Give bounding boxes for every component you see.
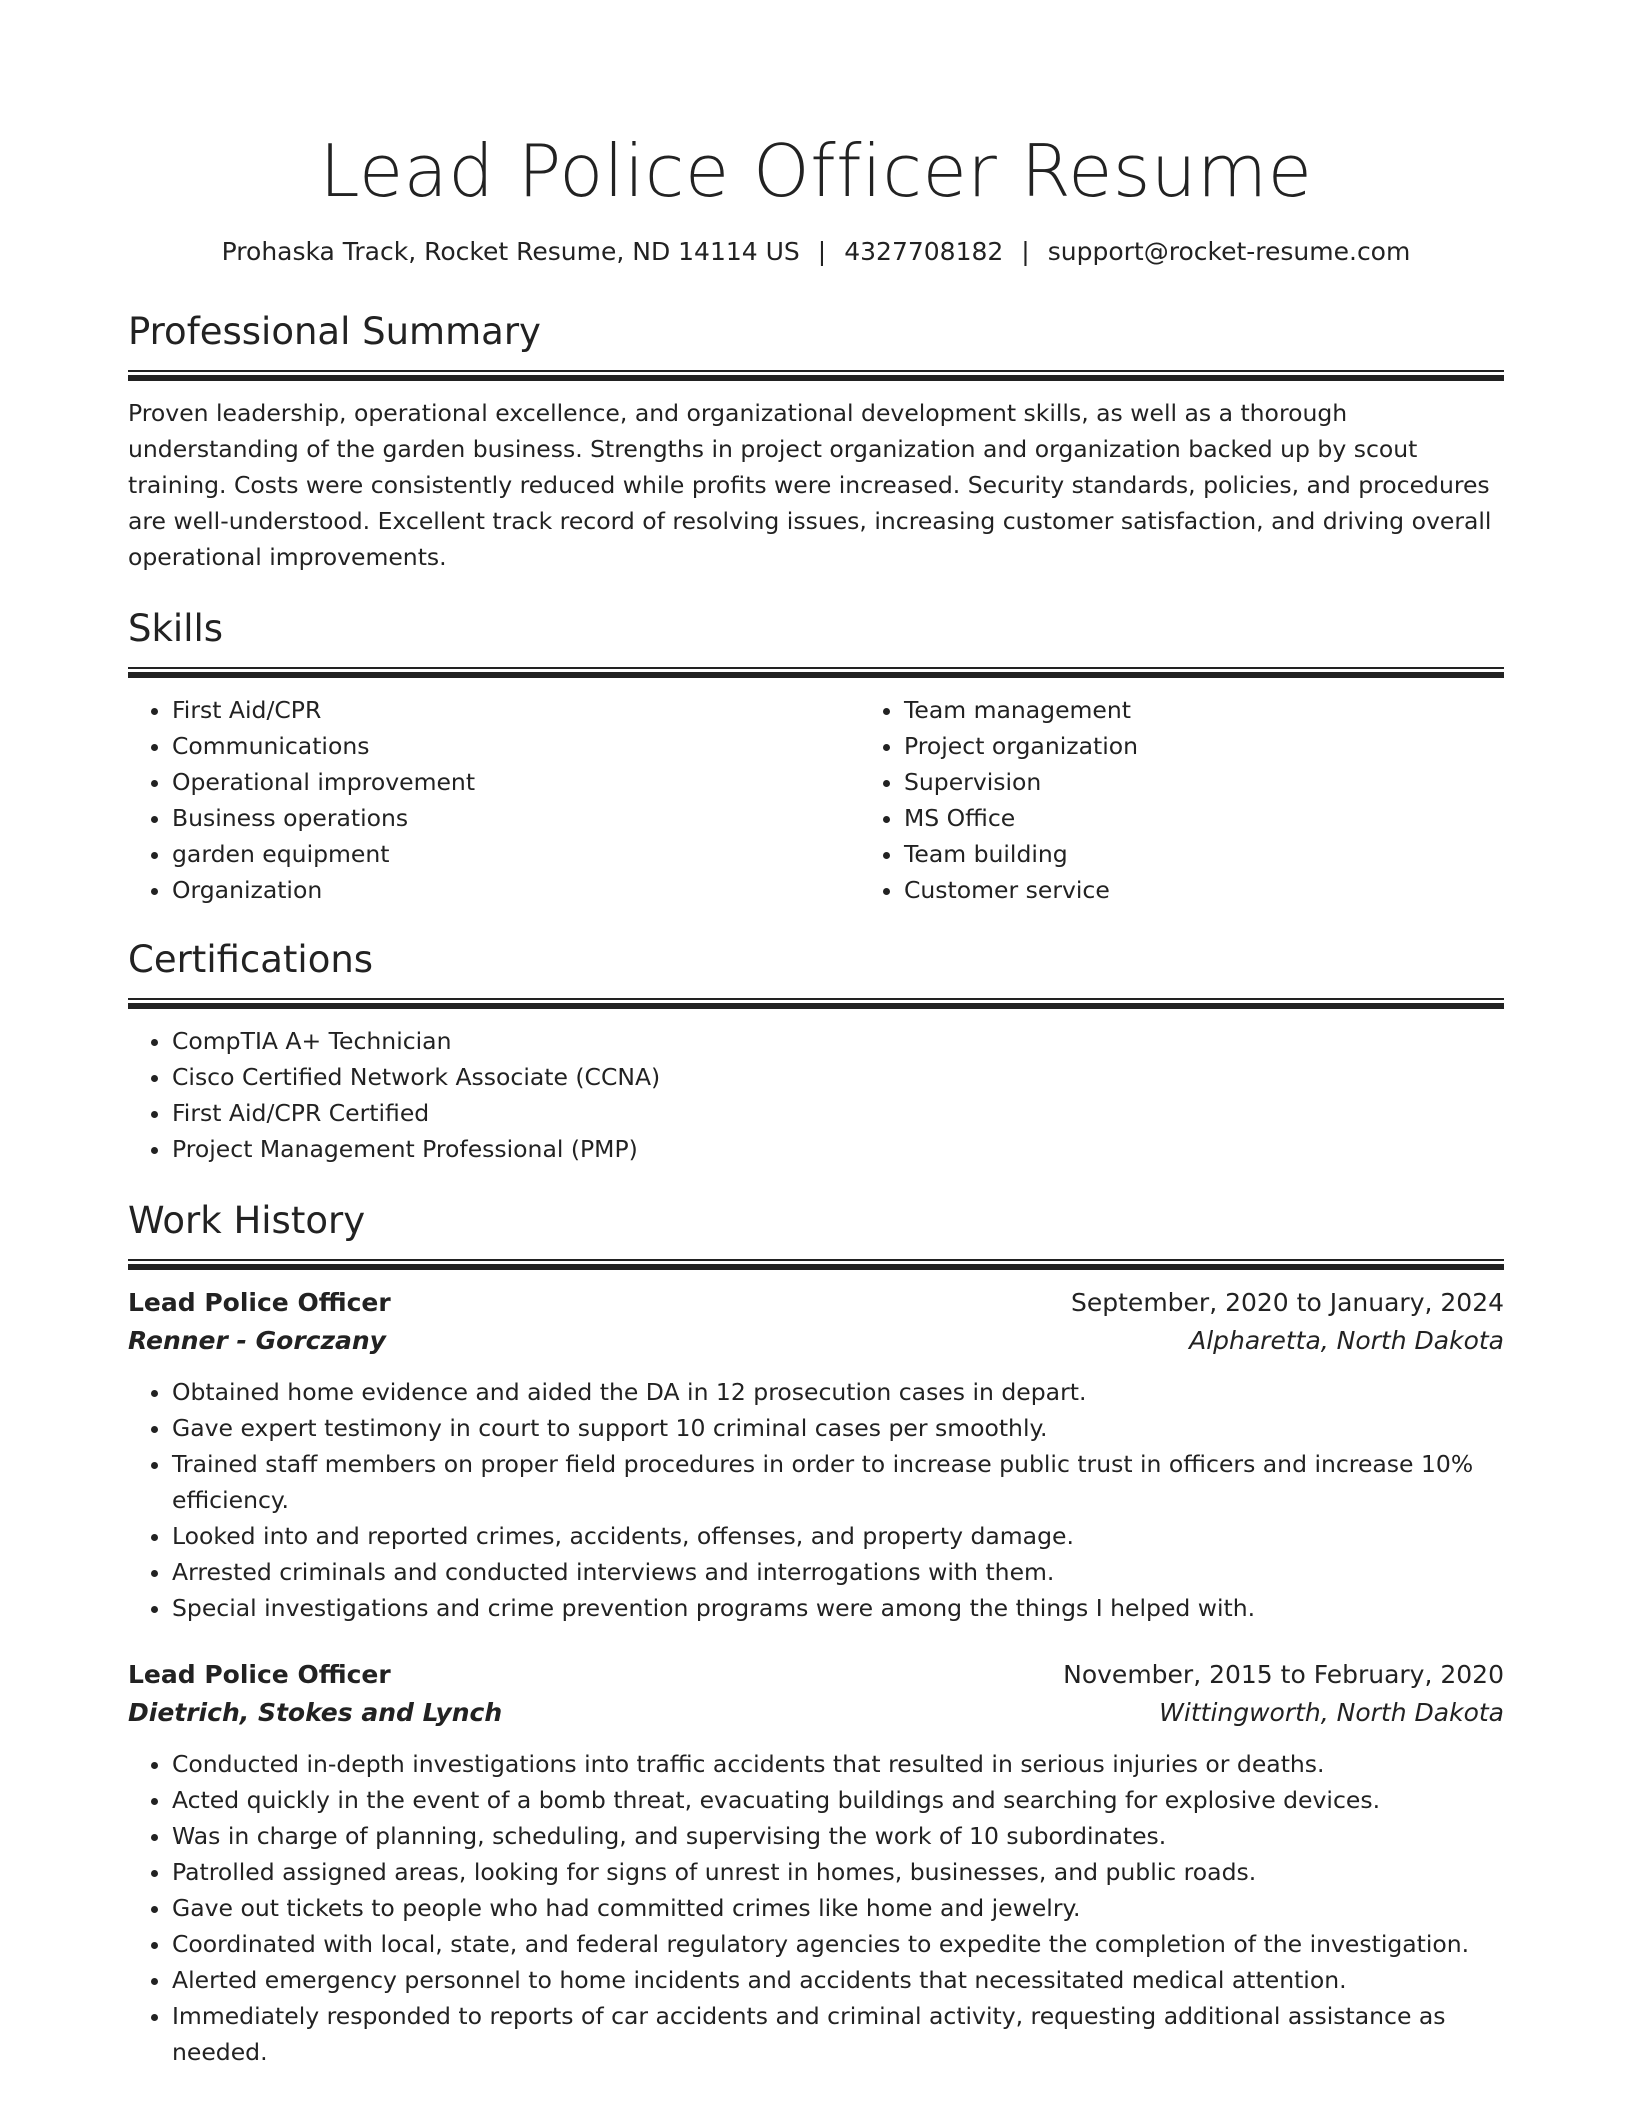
contact-separator: |	[1021, 237, 1030, 266]
job-location: Alpharetta, North Dakota	[1189, 1326, 1504, 1355]
job-entry	[128, 1284, 1504, 1626]
list-item: • Acted quickly in the event of a bomb threat, evacuating buildings and searching for explosive devices.	[172, 1782, 1504, 1818]
section-heading: Work History	[128, 1199, 366, 1242]
job-duties-list	[128, 1746, 1504, 2070]
job-header-row	[128, 1656, 1504, 1694]
job-dates: September, 2020 to January, 2024	[1071, 1288, 1504, 1317]
section-divider	[128, 1259, 1504, 1270]
skills-grid	[128, 692, 1504, 908]
summary-text: Proven leadership, operational excellence, and organizational development skills, as well as a thorough understanding of the garden business. Strengths in project organization and organization backed up by scout training. Costs were consistently reduced while profits were increased. Security standards, policies, and procedures are well-understood. Excellent track record of resolving issues, increasing customer satisfaction, and driving overall operational improvements.	[128, 399, 1492, 571]
job-header-row	[128, 1284, 1504, 1322]
list-item: • Communications	[172, 728, 860, 764]
list-item: • Operational improvement	[172, 764, 860, 800]
list-item: • Team management	[904, 692, 1592, 728]
list-item: • Business operations	[172, 800, 860, 836]
contact-phone: 4327708182	[844, 237, 1004, 266]
list-item: • Cisco Certified Network Associate (CCNA)	[172, 1059, 1504, 1095]
contact-separator: |	[817, 237, 827, 266]
section-heading: Certifications	[128, 938, 374, 981]
list-item: • Gave out tickets to people who had committed crimes like home and jewelry.	[172, 1890, 1504, 1926]
list-item: • First Aid/CPR Certified	[172, 1095, 1504, 1131]
list-item: • Supervision	[904, 764, 1592, 800]
job-employer-row	[128, 1322, 1504, 1360]
list-item: • First Aid/CPR	[172, 692, 860, 728]
list-item: • Conducted in-depth investigations into traffic accidents that resulted in serious injuries or deaths.	[172, 1746, 1504, 1782]
job-title: Lead Police Officer	[128, 1288, 391, 1317]
section-divider	[128, 370, 1504, 381]
job-employer-row	[128, 1694, 1504, 1732]
resume-title: Lead Police Officer Resume	[319, 129, 1313, 213]
section-heading: Professional Summary	[128, 310, 541, 353]
list-item: • Project organization	[904, 728, 1592, 764]
list-item: • Gave expert testimony in court to support 10 criminal cases per smoothly.	[172, 1410, 1504, 1446]
list-item: • Special investigations and crime prevention programs were among the things I helped with.	[172, 1590, 1504, 1626]
list-item: • Coordinated with local, state, and federal regulatory agencies to expedite the completion of the investigation.	[172, 1926, 1504, 1962]
list-item: • Project Management Professional (PMP)	[172, 1131, 1504, 1167]
list-item: • Immediately responded to reports of car accidents and criminal activity, requesting additional assistance as needed.	[172, 1998, 1504, 2070]
skills-section	[128, 605, 1504, 908]
job-duties-list	[128, 1374, 1504, 1626]
job-title: Lead Police Officer	[128, 1660, 391, 1689]
job-entry	[128, 1656, 1504, 2070]
job-location: Wittingworth, North Dakota	[1159, 1698, 1504, 1727]
list-item: • Team building	[904, 836, 1592, 872]
list-item: • MS Office	[904, 800, 1592, 836]
contact-address: Prohaska Track, Rocket Resume, ND 14114 US	[221, 237, 800, 266]
contact-email: support@rocket-resume.com	[1047, 237, 1411, 266]
list-item: • Patrolled assigned areas, looking for signs of unrest in homes, businesses, and public roads.	[172, 1854, 1504, 1890]
skills-list-right	[860, 692, 1592, 908]
skills-list-left	[128, 692, 860, 908]
list-item: • CompTIA A+ Technician	[172, 1023, 1504, 1059]
list-item: • Obtained home evidence and aided the DA in 12 prosecution cases in depart.	[172, 1374, 1504, 1410]
list-item: • Customer service	[904, 872, 1592, 908]
contact-line	[128, 236, 1504, 268]
job-company: Dietrich, Stokes and Lynch	[128, 1698, 503, 1727]
section-heading: Skills	[128, 607, 224, 650]
section-divider	[128, 998, 1504, 1009]
list-item: • Trained staff members on proper field procedures in order to increase public trust in officers and increase 10% efficiency.	[172, 1446, 1504, 1518]
certifications-list	[128, 1023, 1504, 1167]
professional-summary-section	[128, 308, 1504, 575]
certifications-section	[128, 936, 1504, 1167]
job-dates: November, 2015 to February, 2020	[1063, 1660, 1504, 1689]
section-divider	[128, 667, 1504, 678]
list-item: • Looked into and reported crimes, accidents, offenses, and property damage.	[172, 1518, 1504, 1554]
list-item: • garden equipment	[172, 836, 860, 872]
list-item: • Alerted emergency personnel to home incidents and accidents that necessitated medical attention.	[172, 1962, 1504, 1998]
list-item: • Organization	[172, 872, 860, 908]
job-company: Renner - Gorczany	[128, 1326, 386, 1355]
list-item: • Arrested criminals and conducted interviews and interrogations with them.	[172, 1554, 1504, 1590]
list-item: • Was in charge of planning, scheduling, and supervising the work of 10 subordinates.	[172, 1818, 1504, 1854]
work-history-section	[128, 1197, 1504, 2070]
